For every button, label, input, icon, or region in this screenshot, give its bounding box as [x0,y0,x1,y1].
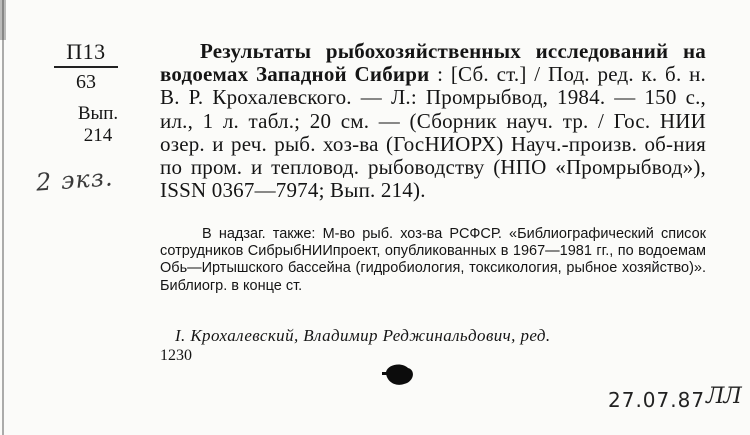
ink-blot [380,360,420,388]
handwritten-copies: 2 экз. [35,163,115,197]
stamp-signature: ЛЛ [706,384,741,409]
entry-note [160,226,706,295]
entry-text [160,40,706,202]
issue-label: Вып. [77,103,119,124]
entry-body: : [Сб. ст.] / Под. ред. к. б. н. В. Р. Крохалевского. — Л.: Промрыбвод, 1984. — 150 с., ил., 1 л. табл.; 20 см. — (Сборник науч. тр. / Гос. НИИ озер. и реч. рыб. хоз-ва (ГосНИОРХ) Науч.-произв. об-ния по пром. и тепловод. рыбоводству (НПО «Промрыбвод»), ISSN 0367—7974; Вып. 214). [160,62,706,203]
card-edge [2,0,4,435]
card-number: 1230 [160,347,192,364]
entry-note-text: В надзаг. также: М-во рыб. хоз-ва РСФСР. «Библиографический список сотрудников СибрыбНИИпроект, опубликованных в 1967—1981 гг., по водоемам Обь—Иртышского бассейна (гидробиология, токсикология, рыбное хозяйство)». Библиогр. в конце ст. [160,226,706,294]
issue-number: 214 [83,125,113,146]
bibliographic-entry [160,40,706,202]
shelfmark-divider [54,66,118,68]
shelfmark-number: 63 [76,70,96,93]
entry-title: Результаты рыбохозяйственных исследований на водоемах Западной Сибири [160,39,706,87]
shelfmark-code: П13 [66,39,106,64]
stamp-date: 27.07.87 [608,388,706,412]
shelfmark [52,40,120,93]
card-edge-mark [0,0,6,40]
tracing: I. Крохалевский, Владимир Реджинальдович, ред. [175,326,551,345]
